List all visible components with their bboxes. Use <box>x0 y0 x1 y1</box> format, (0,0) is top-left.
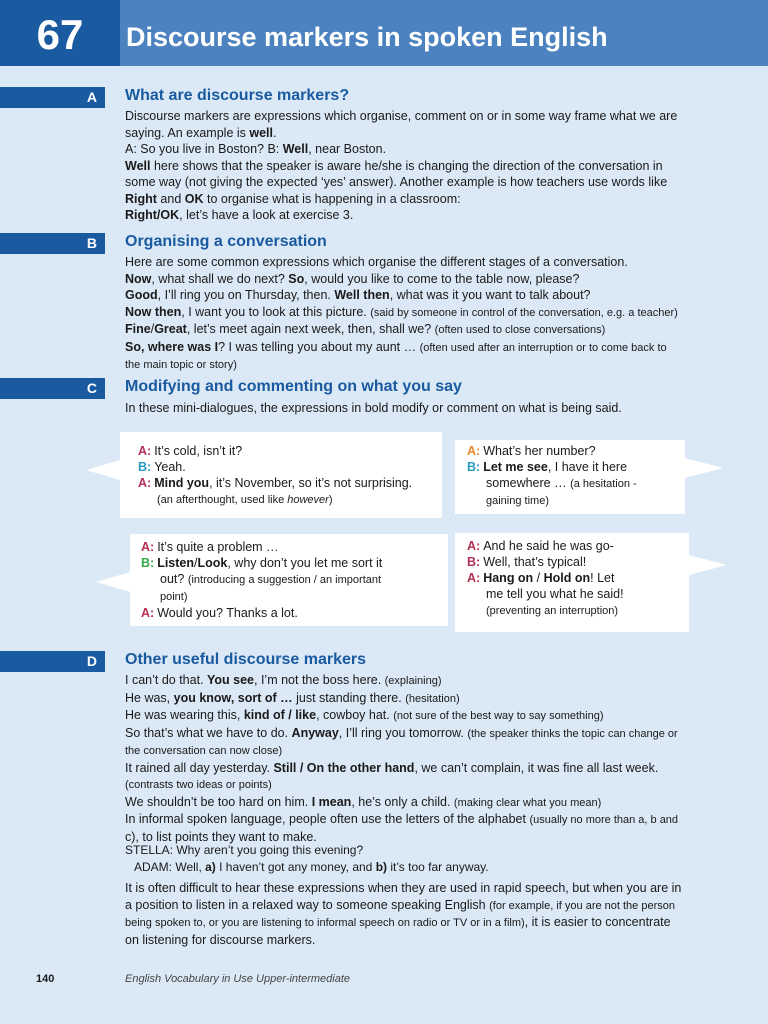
text-run: (often used to close conversations) <box>434 324 606 336</box>
text-line <box>125 707 725 725</box>
bubble-tail <box>685 458 723 478</box>
text-run: , I’m not the boss here. <box>254 673 385 687</box>
dialogue-bubble-1 <box>120 432 442 518</box>
speaker-label: A: <box>467 571 481 585</box>
page-number: 140 <box>36 973 55 985</box>
text-run: (contrasts two ideas or points) <box>125 779 272 791</box>
section-a-body <box>125 108 695 224</box>
text-run: , I’ll ring you tomorrow. <box>338 725 468 740</box>
bold-phrase: Listen <box>157 556 195 570</box>
text-run: Yeah. <box>154 460 186 474</box>
dialogue-line <box>138 491 442 508</box>
text-run: , it is easier to concentrate <box>524 915 671 929</box>
text-run: (not sure of the best way to say something) <box>393 710 604 722</box>
text-line <box>125 158 695 175</box>
section-a-heading: What are discourse markers? <box>125 87 350 104</box>
dialogue-line <box>138 459 442 475</box>
text-run: It’s cold, isn’t it? <box>154 444 243 458</box>
section-c-heading: Modifying and commenting on what you say <box>125 378 462 395</box>
bold-phrase: Well <box>282 142 309 156</box>
text-line <box>125 356 725 374</box>
dialogue-continuation <box>467 492 685 509</box>
dialogue-line <box>138 475 442 491</box>
text-run: ? I was telling you about my aunt … <box>218 339 420 354</box>
text-line <box>125 287 725 304</box>
text-run: to organise what is happening in a classroom: <box>203 191 461 206</box>
text-run: me tell you what he said! <box>486 587 624 601</box>
bold-phrase: Right/OK <box>125 208 180 222</box>
bold-phrase: a) <box>205 859 216 874</box>
bold-phrase: Look <box>197 556 228 570</box>
text-run: , it’s November, so it’s not surprising. <box>209 476 413 490</box>
dialogue-line <box>467 586 689 602</box>
dialogue-line <box>467 538 689 554</box>
text-run: We shouldn’t be too hard on him. <box>125 794 312 809</box>
text-line <box>125 174 695 191</box>
section-d-dialogue <box>125 842 725 875</box>
text-run: out? <box>160 572 188 586</box>
section-a-tab: A <box>0 87 105 108</box>
bold-phrase: you know, sort of … <box>173 690 293 705</box>
text-run: In informal spoken language, people often use the letters of the alphabet <box>125 812 530 826</box>
text-run: ) <box>328 494 333 506</box>
dialogue-line <box>467 602 689 619</box>
bold-phrase: Anyway <box>291 725 339 740</box>
text-run: , what shall we do next? <box>151 271 289 286</box>
bold-phrase: kind of / like <box>243 708 317 722</box>
bold-phrase: Good <box>125 288 158 302</box>
unit-number: 67 <box>0 0 120 66</box>
bold-phrase: Hang on <box>483 571 534 585</box>
text-line <box>125 914 725 932</box>
bold-phrase: Right <box>125 191 157 206</box>
speaker-label: A: <box>467 539 481 553</box>
bold-phrase: Let me see <box>483 460 548 474</box>
dialogue-continuation <box>138 491 442 508</box>
speaker-label: A: <box>141 540 155 554</box>
text-run: just standing there. <box>292 690 406 705</box>
speaker-label: B: <box>138 460 152 474</box>
text-run: some way (not giving the expected ‘yes’ answer). Another example is how teachers use words like <box>125 175 668 189</box>
speaker-label: A: <box>138 476 152 490</box>
text-run: , near Boston. <box>308 142 387 156</box>
dialogue-continuation <box>467 586 689 602</box>
text-line <box>125 725 725 743</box>
section-d-body <box>125 672 725 845</box>
text-run: , let’s meet again next week, then, shall we? <box>186 322 435 336</box>
text-run: , we can’t complain, it was fine all last week. <box>414 760 659 775</box>
text-run: ! Let <box>590 571 615 585</box>
bold-phrase: Fine <box>125 322 151 336</box>
dialogue-line <box>467 492 685 509</box>
text-run: / <box>150 322 155 336</box>
text-line <box>125 207 695 224</box>
text-line <box>125 690 725 708</box>
text-line <box>125 880 725 897</box>
text-run: , would you like to come to the table now, please? <box>304 271 580 286</box>
text-line <box>125 125 695 142</box>
section-b-body <box>125 254 725 374</box>
text-run: on listening for discourse markers. <box>125 932 316 947</box>
dialogue-line <box>467 554 689 570</box>
text-run: and <box>156 191 185 206</box>
text-line <box>125 339 725 357</box>
text-run: I haven’t got any money, and <box>215 859 376 874</box>
text-run: What’s her number? <box>483 444 596 458</box>
text-run: (usually no more than a, b and <box>529 814 679 826</box>
dialogue-continuation <box>141 571 448 588</box>
text-run: (hesitation) <box>405 692 460 705</box>
text-run: c), to list points they want to make. <box>125 829 317 844</box>
speaker-label: A: <box>141 606 155 620</box>
text-run: (explaining) <box>384 675 442 687</box>
bold-phrase: So, where was I <box>125 339 219 354</box>
dialogue-line <box>467 570 689 586</box>
text-line <box>125 304 725 322</box>
text-line <box>125 859 725 876</box>
text-run: point) <box>160 591 188 603</box>
text-run: , I want you to look at this picture. <box>181 304 371 319</box>
text-run: it’s too far anyway. <box>387 859 489 874</box>
text-run: / <box>194 556 198 570</box>
bubble-tail <box>86 460 120 480</box>
text-run: a position to listen in a relaxed way to someone speaking English <box>125 897 490 912</box>
text-run: (the speaker thinks the topic can change or <box>467 727 678 740</box>
dialogue-line <box>141 571 448 588</box>
bold-phrase: Mind you <box>154 476 210 490</box>
bold-phrase: I mean <box>311 794 352 809</box>
text-run: ADAM: Well, <box>134 859 206 874</box>
bubble-tail <box>96 572 130 592</box>
text-run: , let’s have a look at exercise 3. <box>179 208 354 222</box>
text-run: , I have it here <box>547 460 628 474</box>
text-run: being spoken to, or you are listening to informal speech on radio or TV or in a film) <box>125 917 525 929</box>
unit-title: Discourse markers in spoken English <box>126 22 608 52</box>
speaker-label: B: <box>467 460 481 474</box>
text-run: He was, <box>125 690 174 705</box>
dialogue-line <box>467 459 685 475</box>
bold-phrase: You see <box>207 673 255 687</box>
text-run: (an afterthought, used like <box>157 494 288 506</box>
text-line <box>125 321 725 339</box>
dialogue-continuation <box>467 475 685 492</box>
text-run: gaining time) <box>486 495 549 507</box>
bold-phrase: Well <box>125 158 151 173</box>
text-run: It is often difficult to hear these expressions when they are used in rapid speech, but when you are in <box>125 881 682 895</box>
bold-phrase: So <box>288 271 305 286</box>
text-line <box>125 794 725 812</box>
book-title: English Vocabulary in Use Upper-intermediate <box>125 973 351 985</box>
text-run: saying. An example is <box>125 125 250 140</box>
text-run: , what was it you want to talk about? <box>389 288 591 302</box>
text-line <box>125 672 725 690</box>
text-line <box>125 932 725 949</box>
text-line <box>125 271 725 288</box>
text-run: It rained all day yesterday. <box>125 760 274 775</box>
dialogue-line <box>141 588 448 605</box>
text-run: here shows that the speaker is aware he/she is changing the direction of the conversation in <box>150 158 663 173</box>
text-line <box>125 897 725 915</box>
text-line <box>125 141 695 158</box>
dialogue-line <box>138 443 442 459</box>
bold-phrase: Hold on <box>543 571 591 585</box>
text-run: the conversation can now close) <box>125 745 283 757</box>
section-d-heading: Other useful discourse markers <box>125 651 366 668</box>
text-run: , cowboy hat. <box>316 708 394 722</box>
section-d-closing <box>125 880 725 948</box>
bold-phrase: OK <box>184 191 204 206</box>
text-line <box>125 760 725 777</box>
text-run: He was wearing this, <box>125 708 244 722</box>
text-line <box>125 191 695 208</box>
text-run: So that’s what we have to do. <box>125 725 292 740</box>
bold-phrase: b) <box>375 859 388 874</box>
bold-phrase: well <box>249 125 273 140</box>
text-line <box>125 842 725 859</box>
bold-phrase: Well then <box>334 288 390 302</box>
text-run: Would you? Thanks a lot. <box>157 606 298 620</box>
dialogue-bubble-4 <box>455 533 689 632</box>
text-run: (often used after an interruption or to come back to <box>419 341 667 354</box>
text-run: , I’ll ring you on Thursday, then. <box>157 288 335 302</box>
bold-phrase: Still / On the other hand <box>273 760 415 775</box>
text-line <box>125 776 725 794</box>
text-line <box>125 108 695 125</box>
dialogue-line <box>467 475 685 492</box>
dialogue-bubble-2 <box>455 440 685 514</box>
dialogue-continuation <box>141 588 448 605</box>
text-run: (for example, if you are not the person <box>489 899 675 912</box>
dialogue-continuation <box>467 602 689 619</box>
dialogue-line <box>141 605 448 621</box>
text-run: (preventing an interruption) <box>486 605 619 617</box>
text-run: somewhere … <box>486 476 571 490</box>
dialogue-line <box>141 539 448 555</box>
text-run: A: So you live in Boston? B: <box>125 142 283 156</box>
text-run: . <box>273 125 277 140</box>
text-run: STELLA: Why aren’t you going this evening? <box>125 843 364 857</box>
text-run: Here are some common expressions which organise the different stages of a conversation. <box>125 255 628 269</box>
text-run: I can’t do that. <box>125 673 207 687</box>
speaker-label: A: <box>467 444 481 458</box>
section-c-intro <box>125 400 695 417</box>
section-c-intro-text: In these mini-dialogues, the expressions in bold modify or comment on what is being said. <box>125 401 622 415</box>
text-run: Well, that’s typical! <box>483 555 587 569</box>
section-d-tab: D <box>0 651 105 672</box>
text-line <box>125 811 725 829</box>
bold-phrase: Now then <box>125 304 182 319</box>
text-run: however <box>287 494 329 506</box>
text-run: (introducing a suggestion / an important <box>187 574 382 586</box>
text-run: Discourse markers are expressions which organise, comment on or in some way frame what we are <box>125 109 678 123</box>
text-line <box>125 254 725 271</box>
text-run: / <box>533 571 544 585</box>
dialogue-line <box>141 555 448 571</box>
speaker-label: B: <box>141 556 155 570</box>
text-run: the main topic or story) <box>125 359 237 371</box>
dialogue-bubble-3 <box>130 534 448 626</box>
bold-phrase: Great <box>154 322 187 336</box>
bold-phrase: Now <box>125 271 152 286</box>
text-run: And he said he was go- <box>483 539 614 553</box>
text-run: (said by someone in control of the conversation, e.g. a teacher) <box>370 306 678 319</box>
text-run: (a hesitation - <box>570 478 637 490</box>
text-run: (making clear what you mean) <box>453 796 602 809</box>
text-line <box>125 742 725 760</box>
text-run: , he’s only a child. <box>351 794 454 809</box>
section-b-tab: B <box>0 233 105 254</box>
dialogue-line <box>467 443 685 459</box>
text-run: , why don’t you let me sort it <box>227 556 383 570</box>
text-run: It’s quite a problem … <box>157 540 279 554</box>
speaker-label: B: <box>467 555 481 569</box>
bubble-tail <box>689 555 727 575</box>
section-b-heading: Organising a conversation <box>125 233 327 250</box>
section-c-tab: C <box>0 378 105 399</box>
speaker-label: A: <box>138 444 152 458</box>
